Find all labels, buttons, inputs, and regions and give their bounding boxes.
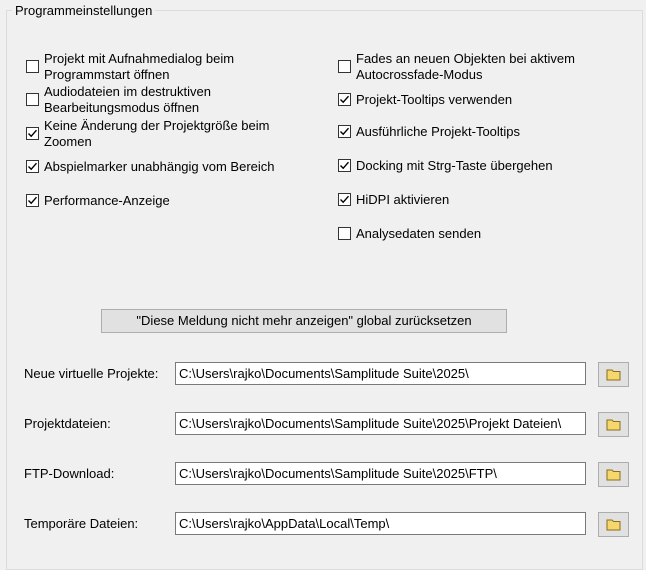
project-files-label: Projektdateien:	[24, 416, 111, 431]
checkbox-label: Analysedaten senden	[356, 226, 482, 241]
checkbox-box[interactable]	[338, 60, 351, 73]
checkbox-destructive-mode[interactable]	[26, 84, 211, 116]
checkbox-record-dialog-at-start[interactable]	[26, 51, 234, 83]
checkbox-box[interactable]	[338, 93, 351, 106]
ftp-download-browse-button[interactable]	[598, 462, 629, 487]
checkbox-analytics[interactable]	[338, 226, 481, 242]
checkbox-label: Projekt-Tooltips verwenden	[356, 92, 513, 107]
checkmark-icon	[27, 195, 38, 206]
checkbox-label: Audiodateien im destruktiven Bearbeitungsmodus öffnen	[44, 84, 211, 115]
checkbox-box[interactable]	[26, 60, 39, 73]
checkbox-box[interactable]	[338, 159, 351, 172]
checkbox-box[interactable]	[338, 125, 351, 138]
project-files-path-input[interactable]: C:\Users\rajko\Documents\Samplitude Suite\2025\Projekt Dateien\	[175, 412, 586, 435]
checkmark-icon	[339, 194, 350, 205]
checkbox-project-tooltips[interactable]	[338, 92, 512, 108]
checkbox-detailed-tooltips[interactable]	[338, 124, 520, 140]
checkbox-box[interactable]	[26, 194, 39, 207]
checkbox-fades-autocrossfade[interactable]	[338, 51, 575, 83]
checkmark-icon	[27, 161, 38, 172]
checkbox-label: Abspielmarker unabhängig vom Bereich	[44, 159, 275, 174]
temp-files-label: Temporäre Dateien:	[24, 516, 139, 531]
checkbox-label: HiDPI aktivieren	[356, 192, 450, 207]
folder-icon	[606, 418, 622, 431]
checkmark-icon	[339, 126, 350, 137]
checkmark-icon	[339, 94, 350, 105]
folder-icon	[606, 518, 622, 531]
checkbox-box[interactable]	[338, 227, 351, 240]
checkbox-no-project-size-change[interactable]	[26, 118, 269, 150]
checkbox-label: Projekt mit Aufnahmedialog beim Programmstart öffnen	[44, 51, 235, 82]
folder-icon	[606, 368, 622, 381]
checkbox-label: Performance-Anzeige	[44, 193, 170, 208]
checkbox-playmarker-independent[interactable]	[26, 159, 275, 175]
group-title: Programmeinstellungen	[12, 3, 155, 19]
checkbox-hidpi[interactable]	[338, 192, 449, 208]
checkbox-docking-ctrl[interactable]	[338, 158, 553, 174]
checkbox-label: Fades an neuen Objekten bei aktivem Autocrossfade-Modus	[356, 51, 575, 82]
checkmark-icon	[339, 160, 350, 171]
ftp-download-path-input[interactable]: C:\Users\rajko\Documents\Samplitude Suite\2025\FTP\	[175, 462, 586, 485]
temp-files-path-input[interactable]: C:\Users\rajko\AppData\Local\Temp\	[175, 512, 586, 535]
checkbox-performance-display[interactable]	[26, 193, 170, 209]
checkbox-label: Keine Änderung der Projektgröße beim Zoomen	[44, 118, 270, 149]
checkmark-icon	[27, 128, 38, 139]
ftp-download-label: FTP-Download:	[24, 466, 115, 481]
virtual-projects-label: Neue virtuelle Projekte:	[24, 366, 159, 381]
checkbox-box[interactable]	[338, 193, 351, 206]
checkbox-box[interactable]	[26, 93, 39, 106]
virtual-projects-path-input[interactable]: C:\Users\rajko\Documents\Samplitude Suite\2025\	[175, 362, 586, 385]
checkbox-label: Ausführliche Projekt-Tooltips	[356, 124, 521, 139]
reset-dont-show-again-button[interactable]: "Diese Meldung nicht mehr anzeigen" global zurücksetzen	[101, 309, 507, 333]
checkbox-box[interactable]	[26, 127, 39, 140]
checkbox-label: Docking mit Strg-Taste übergehen	[356, 158, 553, 173]
temp-files-browse-button[interactable]	[598, 512, 629, 537]
folder-icon	[606, 468, 622, 481]
checkbox-box[interactable]	[26, 160, 39, 173]
project-files-browse-button[interactable]	[598, 412, 629, 437]
virtual-projects-browse-button[interactable]	[598, 362, 629, 387]
